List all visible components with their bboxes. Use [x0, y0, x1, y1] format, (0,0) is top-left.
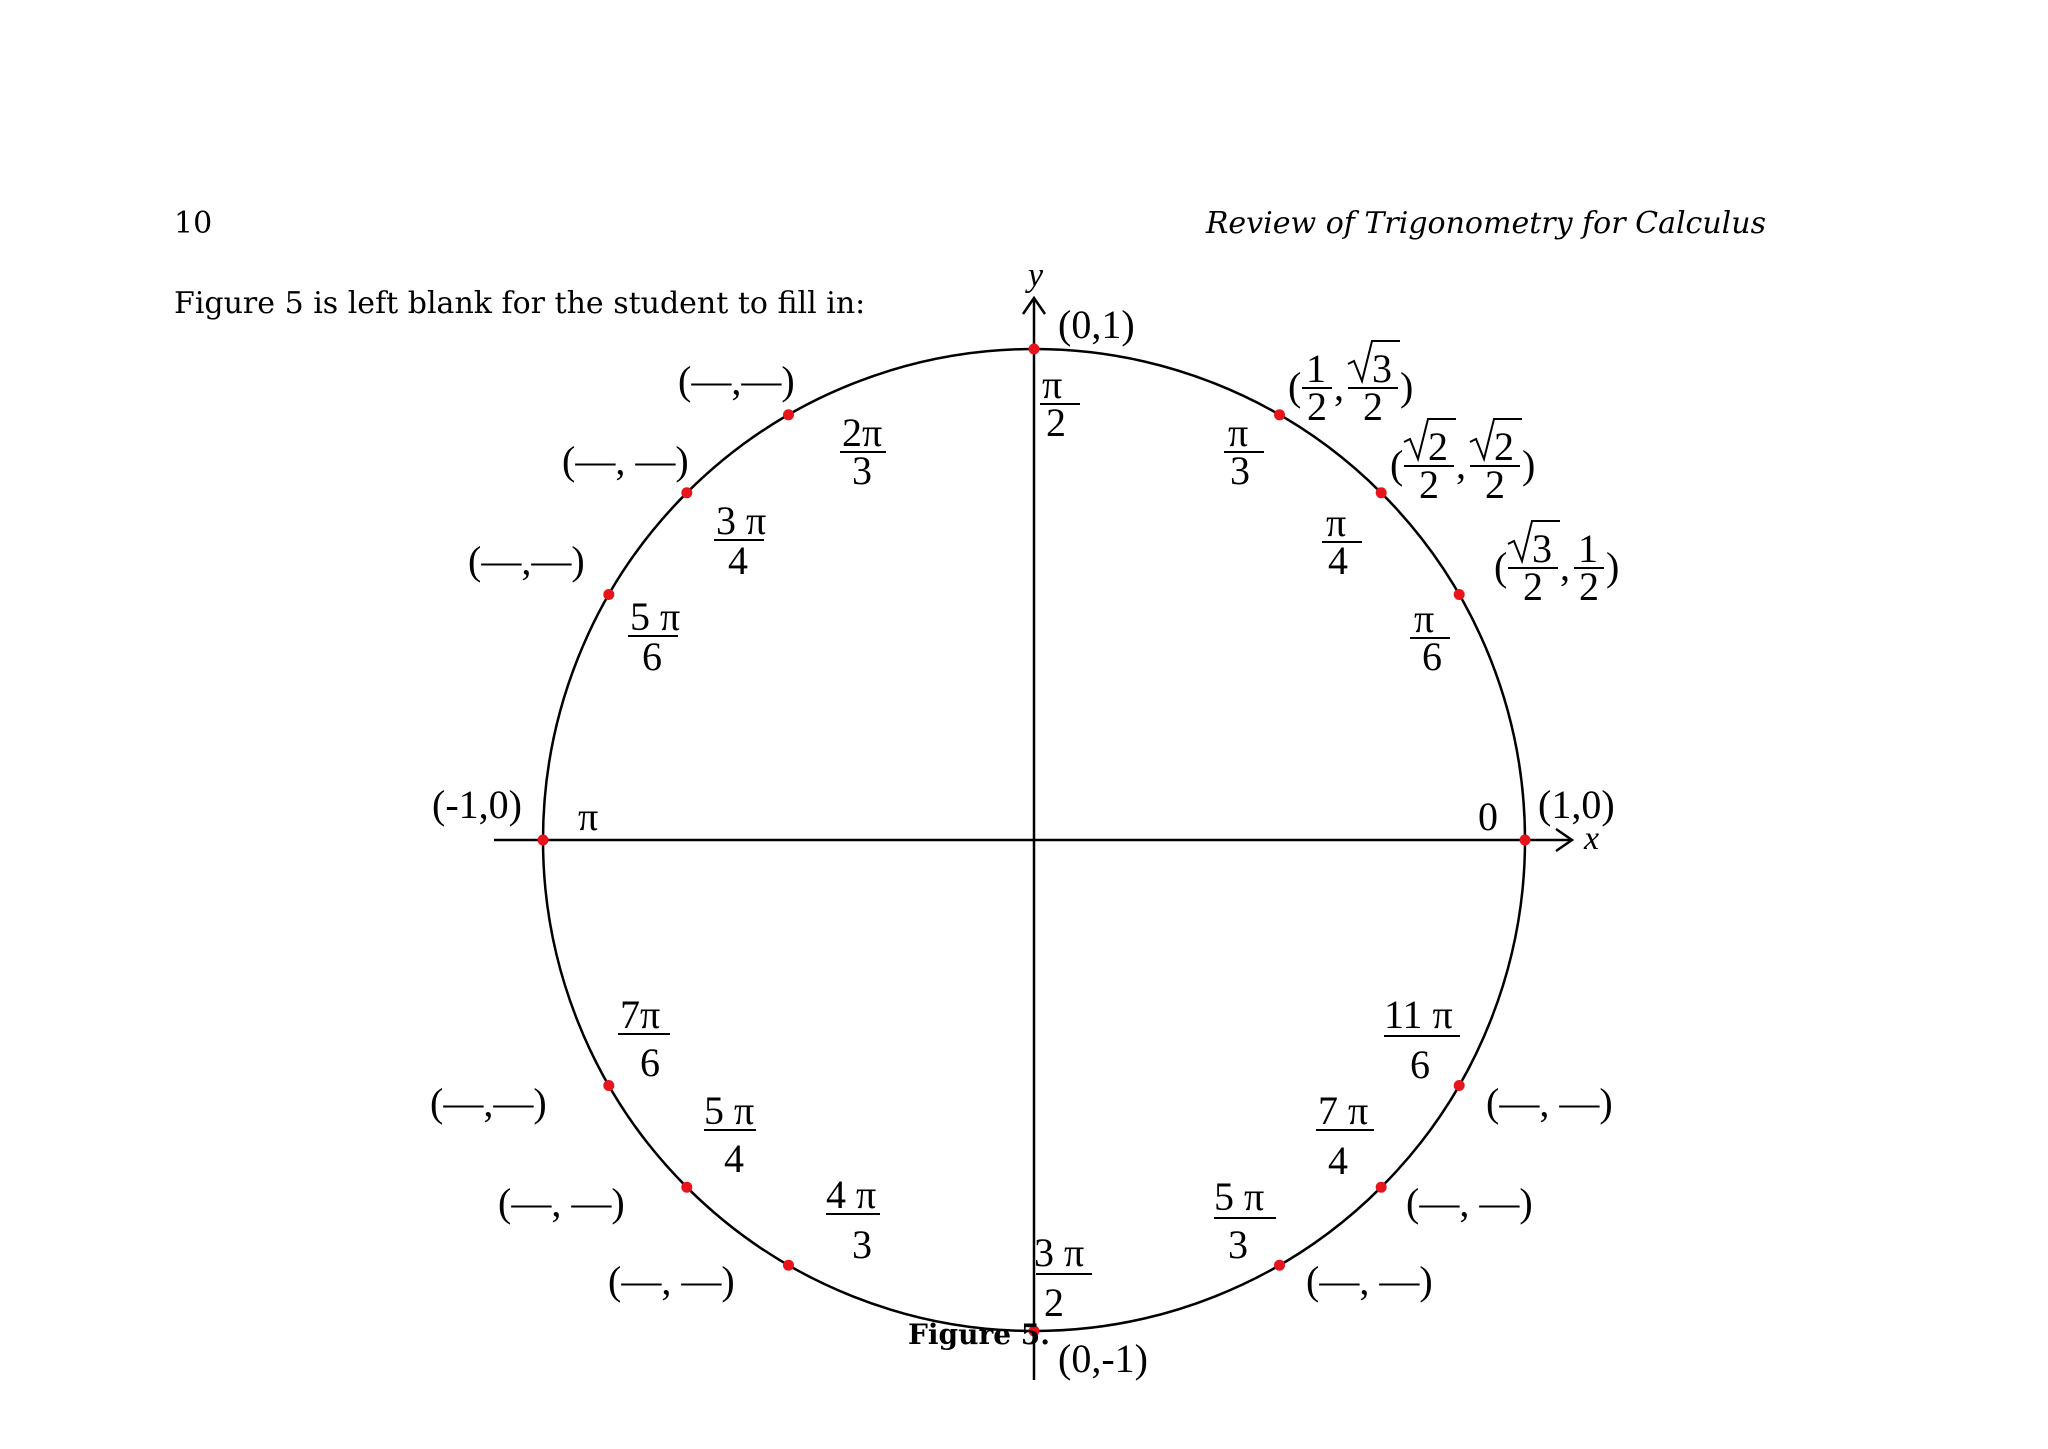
coord-y-denominator: 2: [1363, 384, 1383, 429]
coord-label-30: [1494, 521, 1619, 609]
coord-y-numerator: 1: [1578, 526, 1598, 571]
close-paren: ): [1522, 442, 1536, 487]
point-marker-90: [1029, 344, 1040, 355]
svg-text:3: 3: [852, 1222, 872, 1267]
open-paren: (: [1288, 364, 1302, 409]
svg-text:4 π: 4 π: [826, 1172, 877, 1217]
svg-text:2: 2: [1046, 400, 1066, 445]
coord-label-240: (—, —): [608, 1258, 735, 1303]
angle-label-0: 0: [1478, 794, 1498, 839]
svg-text:7π: 7π: [620, 992, 661, 1037]
coord-label-135: (—, —): [562, 438, 689, 483]
svg-text:6: 6: [1410, 1042, 1430, 1087]
coord-label-225: (—, —): [498, 1180, 625, 1225]
coord-x-numerator: 1: [1306, 346, 1326, 391]
coord-label-270: (0,-1): [1058, 1336, 1148, 1381]
coord-label-120: (—,—): [678, 358, 795, 403]
coord-x-denominator: 2: [1307, 384, 1327, 429]
comma: ,: [1560, 544, 1570, 589]
figure-caption: Figure 5.: [908, 1318, 1050, 1351]
coord-y-numerator: 2: [1494, 424, 1514, 469]
svg-text:7 π: 7 π: [1318, 1088, 1369, 1133]
angle-label-135: [714, 498, 766, 583]
svg-text:4: 4: [1328, 538, 1348, 583]
svg-text:2π: 2π: [842, 410, 883, 455]
svg-text:3 π: 3 π: [716, 498, 767, 543]
svg-text:π: π: [1326, 500, 1347, 545]
angle-label-120: [840, 410, 886, 493]
point-marker-210: [603, 1080, 614, 1091]
comma: ,: [1456, 442, 1466, 487]
point-marker-135: [681, 487, 692, 498]
point-marker-240: [783, 1260, 794, 1271]
x-axis-label: x: [1584, 820, 1600, 857]
coord-x-denominator: 2: [1419, 462, 1439, 507]
svg-text:3: 3: [1228, 1222, 1248, 1267]
coord-y-numerator: 3: [1372, 346, 1392, 391]
svg-text:5 π: 5 π: [1214, 1174, 1265, 1219]
angle-label-180: π: [578, 794, 599, 839]
coord-label-330: (—, —): [1486, 1080, 1613, 1125]
svg-text:4: 4: [728, 538, 748, 583]
angle-label-240: [826, 1172, 880, 1267]
angle-label-330: [1384, 992, 1460, 1087]
coord-y-denominator: 2: [1579, 564, 1599, 609]
angle-label-300: [1214, 1174, 1276, 1267]
coord-y-denominator: 2: [1485, 462, 1505, 507]
open-paren: (: [1494, 544, 1508, 589]
coord-label-0: (1,0): [1538, 782, 1615, 827]
point-marker-180: [538, 835, 549, 846]
angle-label-315: [1316, 1088, 1374, 1183]
svg-text:3 π: 3 π: [1034, 1230, 1085, 1275]
angle-label-270: [1034, 1230, 1092, 1325]
svg-text:3: 3: [1230, 448, 1250, 493]
coord-label-45: [1390, 419, 1535, 507]
point-marker-30: [1454, 589, 1465, 600]
angle-label-225: [704, 1088, 756, 1181]
angle-label-210: [618, 992, 670, 1085]
coord-label-90: (0,1): [1058, 302, 1135, 347]
angle-label-150: [628, 594, 680, 679]
coord-label-315: (—, —): [1406, 1180, 1533, 1225]
coord-x-numerator: 2: [1428, 424, 1448, 469]
coord-x-numerator: 3: [1532, 526, 1552, 571]
y-axis-label: y: [1028, 257, 1044, 294]
point-marker-315: [1376, 1182, 1387, 1193]
point-marker-300: [1274, 1260, 1285, 1271]
svg-text:5 π: 5 π: [630, 594, 681, 639]
svg-text:3: 3: [852, 448, 872, 493]
open-paren: (: [1390, 442, 1404, 487]
point-marker-0: [1520, 835, 1531, 846]
angle-label-90: [1040, 362, 1080, 445]
svg-text:π: π: [1042, 362, 1063, 407]
point-marker-330: [1454, 1080, 1465, 1091]
angle-label-60: [1224, 410, 1264, 493]
close-paren: ): [1606, 544, 1620, 589]
coord-label-210: (—,—): [430, 1080, 547, 1125]
coord-label-180: (-1,0): [432, 782, 522, 827]
svg-text:4: 4: [1328, 1138, 1348, 1183]
coord-x-denominator: 2: [1523, 564, 1543, 609]
svg-text:6: 6: [642, 634, 662, 679]
svg-text:2: 2: [1044, 1280, 1064, 1325]
svg-text:4: 4: [724, 1136, 744, 1181]
coord-label-60: [1288, 341, 1413, 429]
point-marker-60: [1274, 409, 1285, 420]
intro-text: Figure 5 is left blank for the student to fill in:: [174, 286, 866, 321]
svg-text:11 π: 11 π: [1384, 992, 1453, 1037]
running-head: Review of Trigonometry for Calculus: [1205, 206, 1766, 241]
close-paren: ): [1400, 364, 1414, 409]
svg-text:6: 6: [640, 1040, 660, 1085]
page-number: 10: [174, 206, 213, 241]
angle-label-45: [1322, 500, 1362, 583]
angle-label-30: [1410, 596, 1450, 679]
coord-label-300: (—, —): [1306, 1258, 1433, 1303]
point-marker-150: [603, 589, 614, 600]
point-marker-225: [681, 1182, 692, 1193]
svg-text:6: 6: [1422, 634, 1442, 679]
svg-text:5 π: 5 π: [704, 1088, 755, 1133]
svg-text:π: π: [1228, 410, 1249, 455]
comma: ,: [1334, 364, 1344, 409]
svg-text:π: π: [1414, 596, 1435, 641]
coord-label-150: (—,—): [468, 538, 585, 583]
point-marker-45: [1376, 487, 1387, 498]
point-marker-120: [783, 409, 794, 420]
